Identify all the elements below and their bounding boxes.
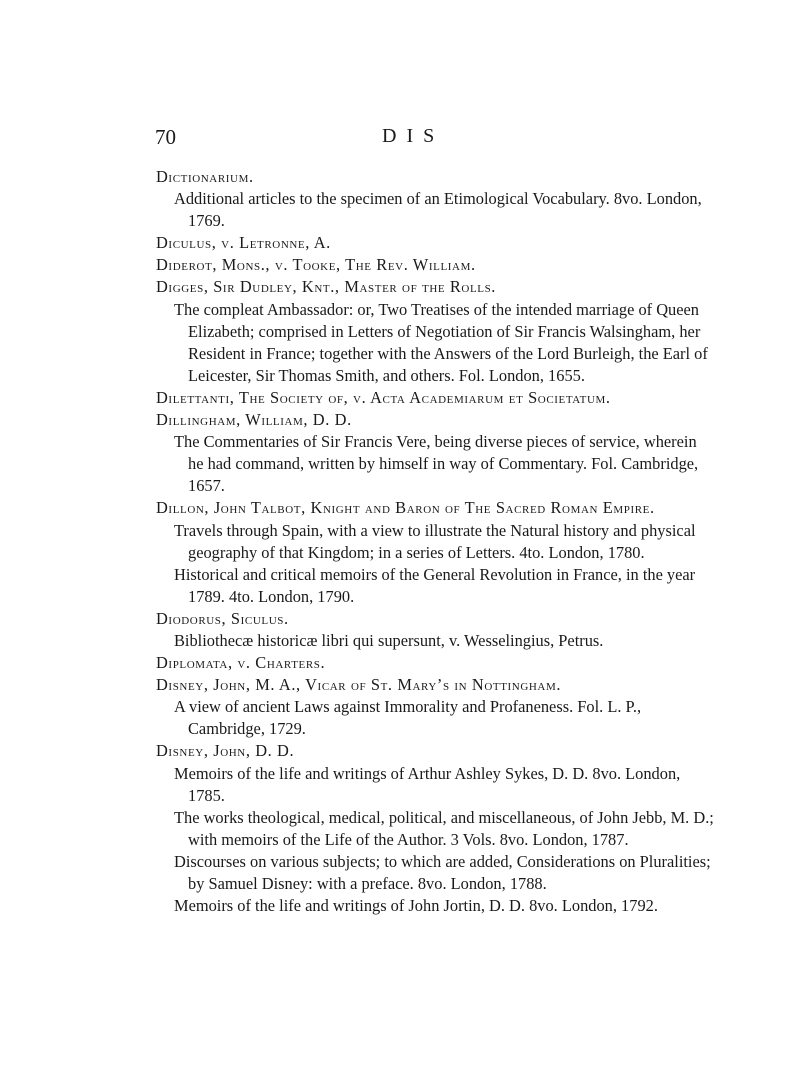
page-number: 70 [155, 125, 176, 149]
entry-heading: Disney, John, M. A., Vicar of St. Mary’s in Nottingham. [156, 675, 562, 695]
entry-detail: The compleat Ambassador: or, Two Treatises of the intended marriage of Queen Elizabeth; comprised in Letters of Negotiation of Sir Francis Walsingham, her Resident in France; together with the Answers of the Lord Burleigh, the Earl of Leicester, Sir Thomas Smith, and others. Fol. London, 1655. [174, 299, 708, 385]
entry-detail: Additional articles to the specimen of an Etimological Vocabulary. 8vo. London, 1769. [174, 189, 702, 231]
entry-heading: Dictionarium. [156, 167, 254, 186]
catalogue-entry [156, 409, 716, 497]
entry-detail: Bibliothecæ historicæ libri qui supersunt, v. Wesselingius, Petrus. [174, 630, 604, 650]
entry-heading: Diculus, v. Letronne, A. [156, 233, 331, 253]
entry-detail: Travels through Spain, with a view to illustrate the Natural history and physical geography of that Kingdom; in a series of Letters. 4to. London, 1780. [174, 520, 696, 562]
catalogue-entry [156, 740, 716, 917]
catalogue-entry [156, 652, 716, 674]
entry-heading: Dillingham, William, D. D. [156, 410, 352, 430]
entry-heading: Digges, Sir Dudley, Knt., Master of the Rolls. [156, 277, 497, 297]
entry-heading: Diplomata, v. Charters. [156, 653, 326, 673]
entry-detail: The works theological, medical, political, and miscellaneous, of John Jebb, M. D.; with memoirs of the Life of the Author. 3 Vols. 8vo. London, 1787. [174, 807, 714, 849]
entry-detail: Discourses on various subjects; to which are added, Considerations on Pluralities; by Samuel Disney: with a preface. 8vo. London, 1788. [174, 851, 711, 893]
catalogue-entries [156, 166, 716, 917]
catalogue-entry [156, 497, 716, 607]
catalogue-entry [156, 232, 716, 254]
entry-heading: Dillon, John Talbot, Knight and Baron of The Sacred Roman Empire. [156, 498, 655, 518]
running-head: DIS [382, 125, 445, 147]
entry-heading: Diderot, Mons., v. Tooke, The Rev. William. [156, 255, 476, 275]
catalogue-entry [156, 166, 716, 232]
entry-detail: A view of ancient Laws against Immorality and Profaneness. Fol. L. P., Cambridge, 1729. [174, 697, 642, 739]
catalogue-entry [156, 387, 716, 409]
entry-detail: The Commentaries of Sir Francis Vere, being diverse pieces of service, wherein he had command, written by himself in way of Commentary. Fol. Cambridge, 1657. [174, 432, 699, 496]
catalogue-entry [156, 276, 716, 386]
entry-detail: Memoirs of the life and writings of John Jortin, D. D. 8vo. London, 1792. [174, 896, 658, 916]
entry-heading: Disney, John, D. D. [156, 741, 295, 761]
entry-detail: Memoirs of the life and writings of Arthur Ashley Sykes, D. D. 8vo. London, 1785. [174, 763, 681, 805]
entry-detail: Historical and critical memoirs of the General Revolution in France, in the year 1789. 4to. London, 1790. [174, 564, 696, 606]
catalogue-entry [156, 254, 716, 276]
entry-heading: Dilettanti, The Society of, v. Acta Academiarum et Societatum. [156, 387, 611, 407]
catalogue-entry [156, 674, 716, 740]
entry-heading: Diodorus, Siculus. [156, 608, 289, 628]
catalogue-entry [156, 608, 716, 652]
